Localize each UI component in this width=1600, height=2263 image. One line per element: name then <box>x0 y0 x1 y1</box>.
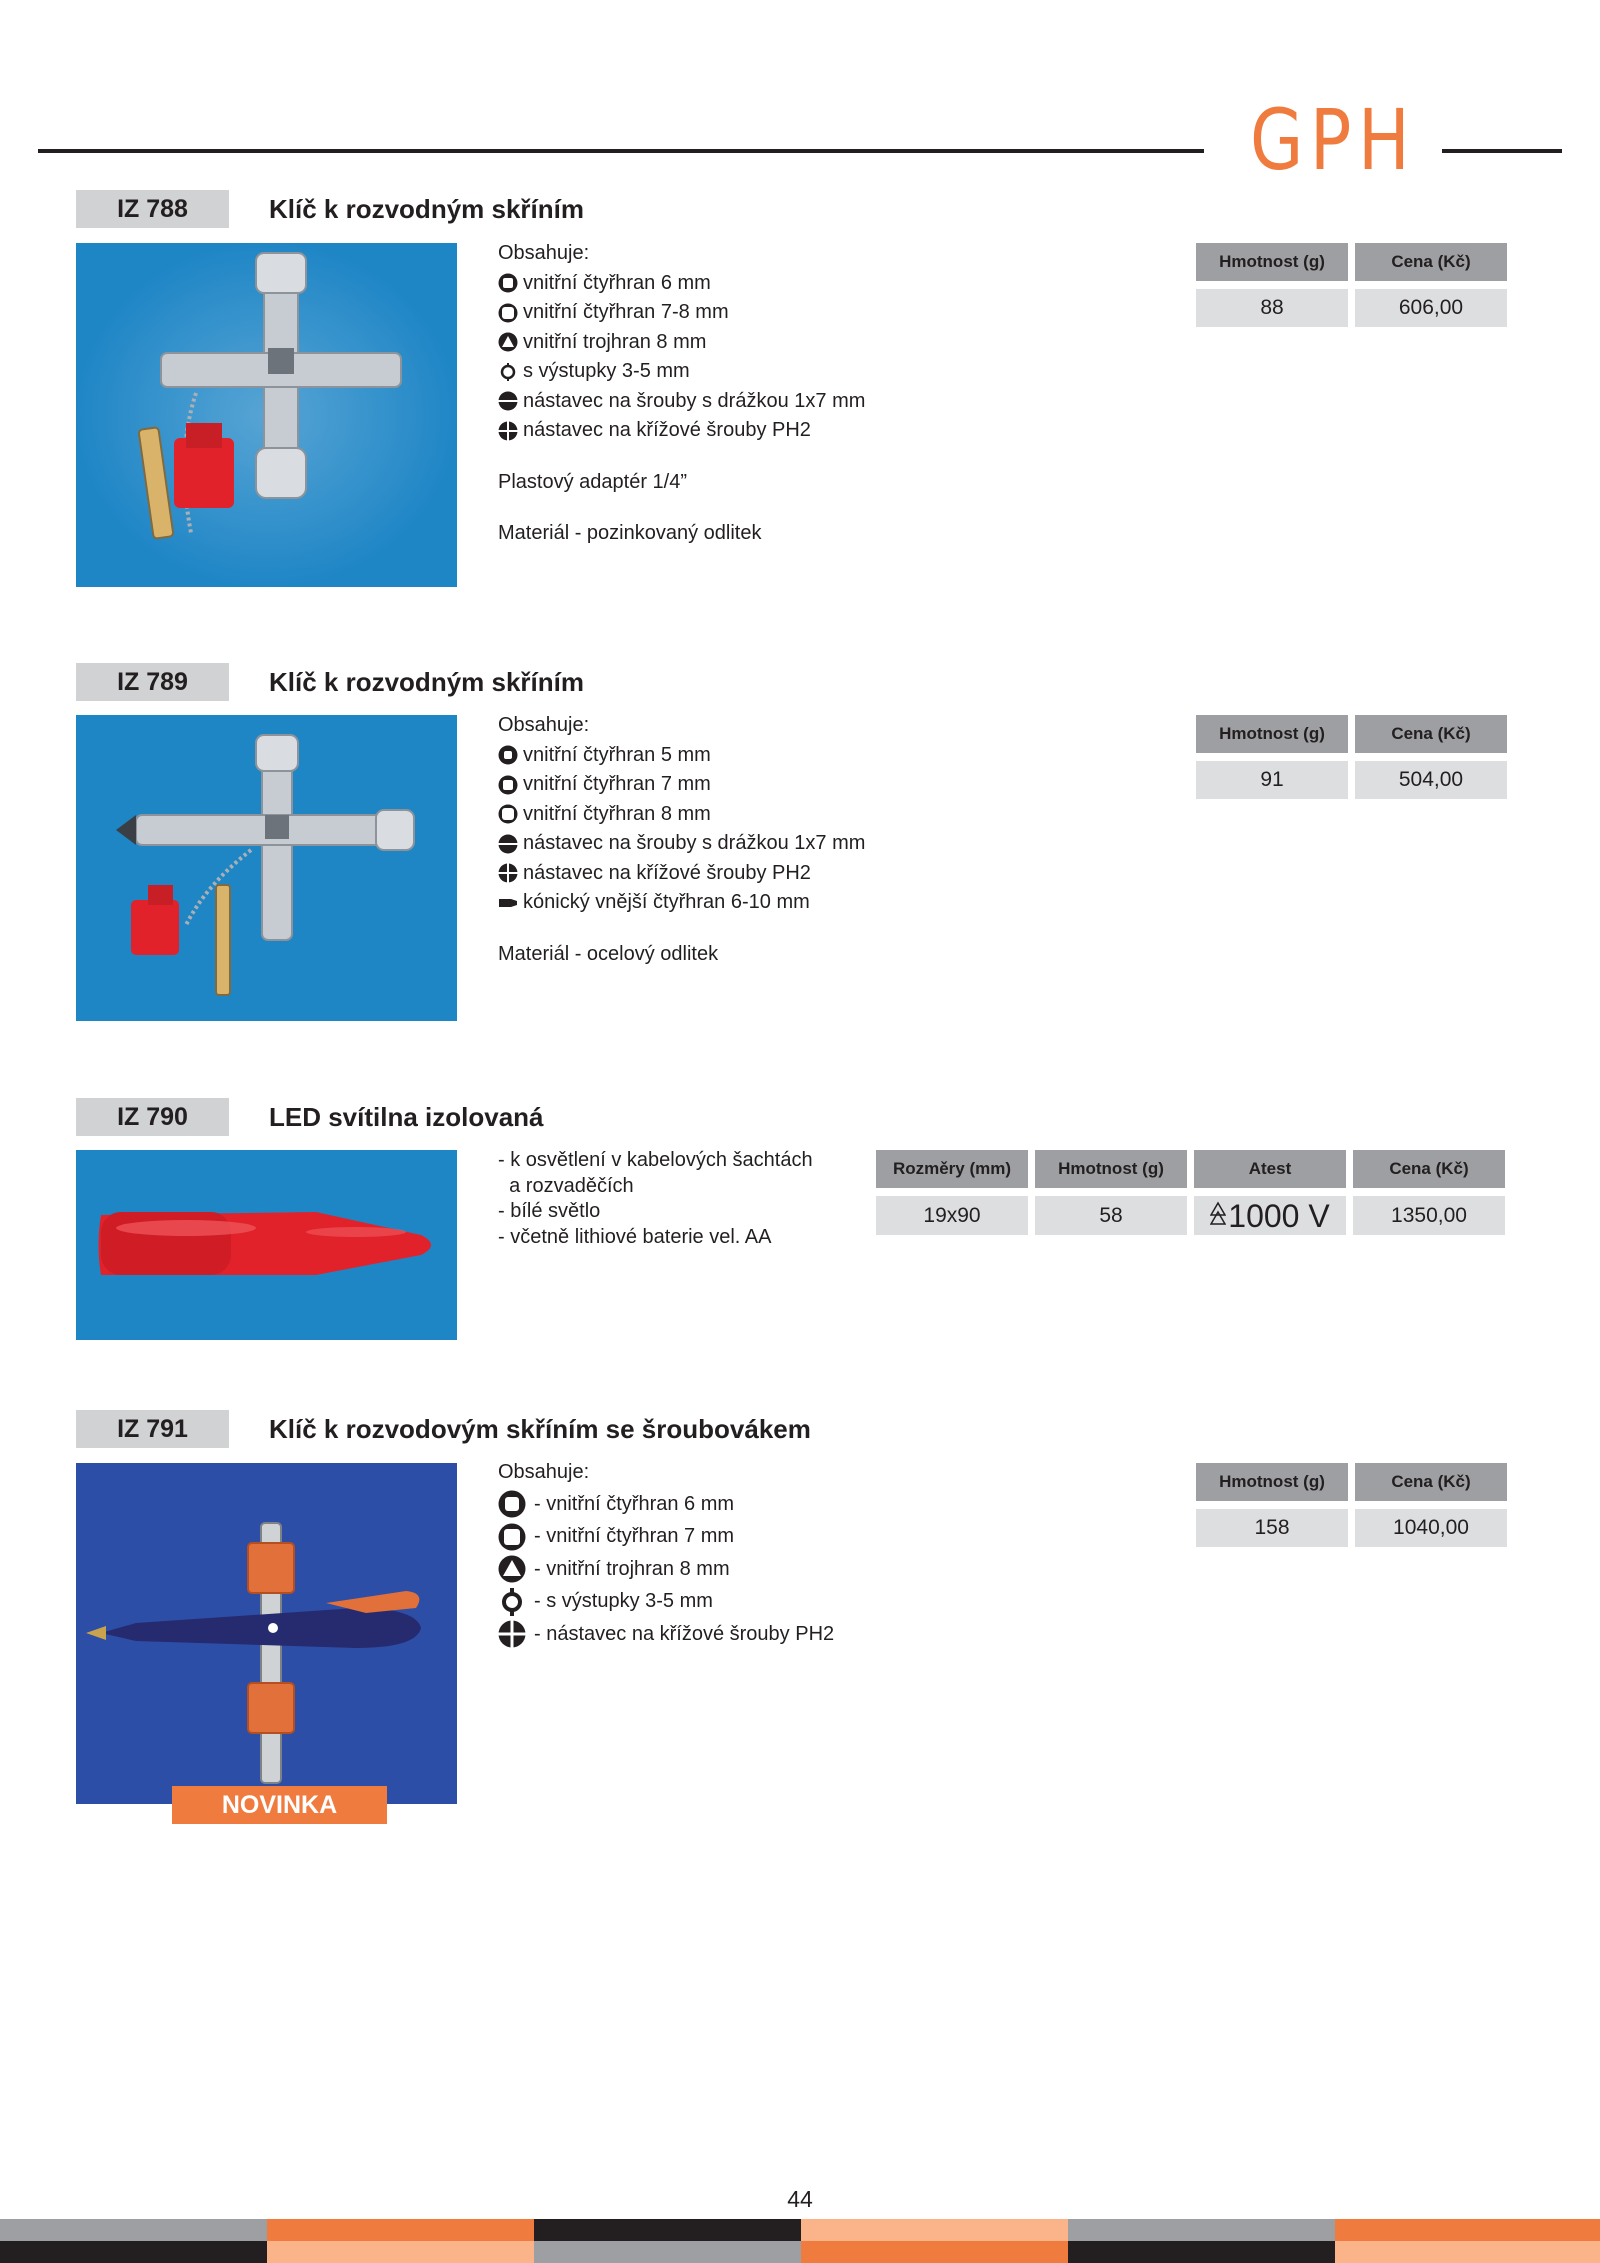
contains-label: Obsahuje: <box>498 242 590 264</box>
product-code: IZ 788 <box>76 190 229 228</box>
feature-line: - bílé světlo <box>498 1200 601 1222</box>
conical-square-icon <box>498 893 518 913</box>
spec-value: 158 <box>1196 1509 1348 1547</box>
product-photo <box>76 715 457 1021</box>
list-item: vnitřní čtyřhran 7 mm <box>498 770 865 800</box>
brand-logo: GPH <box>1250 91 1417 189</box>
list-item: kónický vnější čtyřhran 6-10 mm <box>498 888 865 918</box>
square-socket-icon <box>498 1523 526 1551</box>
spec-value: 58 <box>1035 1196 1187 1235</box>
spec-header: Hmotnost (g) <box>1196 715 1348 753</box>
product-code: IZ 791 <box>76 1410 229 1448</box>
cabinet-key-photo-icon <box>76 243 457 587</box>
square-socket-icon <box>498 303 518 323</box>
list-item: - vnitřní trojhran 8 mm <box>498 1553 834 1586</box>
spec-header: Hmotnost (g) <box>1196 1463 1348 1501</box>
list-item: nástavec na šrouby s drážkou 1x7 mm <box>498 387 865 417</box>
spec-header: Cena (Kč) <box>1355 1463 1507 1501</box>
square-socket-icon <box>498 775 518 795</box>
list-item: - vnitřní čtyřhran 7 mm <box>498 1521 834 1554</box>
spec-value: 1350,00 <box>1353 1196 1505 1235</box>
slotted-bit-icon <box>498 391 518 411</box>
insulation-triangle-icon <box>1210 1198 1226 1235</box>
note: Plastový adaptér 1/4” <box>498 470 687 493</box>
list-item: nástavec na křížové šrouby PH2 <box>498 416 865 446</box>
footer-stripe <box>267 2219 534 2241</box>
pin-socket-icon <box>498 362 518 382</box>
note: Materiál - ocelový odlitek <box>498 942 719 965</box>
product-title: LED svítilna izolovaná <box>269 1102 544 1132</box>
spec-value: 1040,00 <box>1355 1509 1507 1547</box>
feature-line: a rozvaděčích <box>498 1174 634 1197</box>
spec-table <box>869 1150 1512 1235</box>
list-item: vnitřní čtyřhran 7-8 mm <box>498 298 865 328</box>
footer-stripe <box>1068 2241 1335 2263</box>
footer-stripe <box>1335 2241 1600 2263</box>
spec-value: 504,00 <box>1355 761 1507 799</box>
spec-header: Cena (Kč) <box>1355 715 1507 753</box>
contains-label: Obsahuje: <box>498 1461 590 1484</box>
spec-value: 88 <box>1196 289 1348 327</box>
spec-header: Rozměry (mm) <box>876 1150 1028 1188</box>
product-description <box>498 1458 834 1651</box>
footer-stripe <box>1335 2219 1600 2241</box>
product-code: IZ 789 <box>76 663 229 701</box>
spec-header: Cena (Kč) <box>1353 1150 1505 1188</box>
product-description <box>498 1148 813 1250</box>
feature-line: - k osvětlení v kabelových šachtách <box>498 1149 813 1171</box>
spec-header: Hmotnost (g) <box>1035 1150 1187 1188</box>
square-socket-icon <box>498 273 518 293</box>
spec-header: Atest <box>1194 1150 1346 1188</box>
footer-stripe <box>801 2219 1068 2241</box>
contains-label: Obsahuje: <box>498 714 590 736</box>
list-item: s výstupky 3-5 mm <box>498 357 865 387</box>
footer-stripe <box>0 2241 267 2263</box>
product-photo <box>76 243 457 587</box>
cabinet-key-photo-icon <box>76 715 457 1021</box>
spec-value-atest: 1000 V <box>1194 1196 1346 1235</box>
footer-stripe <box>267 2241 534 2263</box>
spec-table <box>1189 243 1514 327</box>
footer-stripe <box>534 2219 801 2241</box>
spec-value: 91 <box>1196 761 1348 799</box>
phillips-bit-icon <box>498 1620 526 1648</box>
slotted-bit-icon <box>498 834 518 854</box>
header-rule-left <box>38 149 1204 153</box>
list-item: vnitřní trojhran 8 mm <box>498 328 865 358</box>
phillips-bit-icon <box>498 421 518 441</box>
spec-table <box>1189 715 1514 799</box>
list-item: vnitřní čtyřhran 8 mm <box>498 800 865 830</box>
list-item: vnitřní čtyřhran 5 mm <box>498 741 865 771</box>
square-socket-icon <box>498 745 518 765</box>
product-photo <box>76 1150 457 1340</box>
list-item: nástavec na křížové šrouby PH2 <box>498 859 865 889</box>
note: Materiál - pozinkovaný odlitek <box>498 522 762 544</box>
product-description <box>498 239 865 549</box>
footer-stripe <box>534 2241 801 2263</box>
product-photo <box>76 1463 457 1804</box>
page-number: 44 <box>787 2186 813 2212</box>
triangle-socket-icon <box>498 1555 526 1583</box>
spec-header: Hmotnost (g) <box>1196 243 1348 281</box>
list-item: - nástavec na křížové šrouby PH2 <box>498 1618 834 1651</box>
footer-stripe <box>1068 2219 1335 2241</box>
product-title: Klíč k rozvodným skříním <box>269 667 584 697</box>
square-socket-icon <box>498 804 518 824</box>
footer-stripe <box>801 2241 1068 2263</box>
spec-table <box>1189 1463 1514 1547</box>
spec-value: 606,00 <box>1355 289 1507 327</box>
footer-stripe <box>0 2219 267 2241</box>
key-screwdriver-photo-icon <box>76 1463 457 1804</box>
product-title: Klíč k rozvodovým skříním se šroubovákem <box>269 1414 811 1444</box>
spec-header: Cena (Kč) <box>1355 243 1507 281</box>
list-item: vnitřní čtyřhran 6 mm <box>498 269 865 299</box>
list-item: - s výstupky 3-5 mm <box>498 1586 834 1619</box>
list-item: - vnitřní čtyřhran 6 mm <box>498 1488 834 1521</box>
list-item: nástavec na šrouby s drážkou 1x7 mm <box>498 829 865 859</box>
spec-value: 19x90 <box>876 1196 1028 1235</box>
feature-line: - včetně lithiové baterie vel. AA <box>498 1225 772 1248</box>
triangle-socket-icon <box>498 332 518 352</box>
product-title: Klíč k rozvodným skříním <box>269 194 584 224</box>
phillips-bit-icon <box>498 863 518 883</box>
pin-socket-icon <box>498 1588 526 1616</box>
header-rule-right <box>1442 149 1562 153</box>
product-description <box>498 711 865 969</box>
led-torch-photo-icon <box>76 1150 457 1340</box>
product-code: IZ 790 <box>76 1098 229 1136</box>
square-socket-icon <box>498 1490 526 1518</box>
new-badge: NOVINKA <box>172 1786 387 1824</box>
